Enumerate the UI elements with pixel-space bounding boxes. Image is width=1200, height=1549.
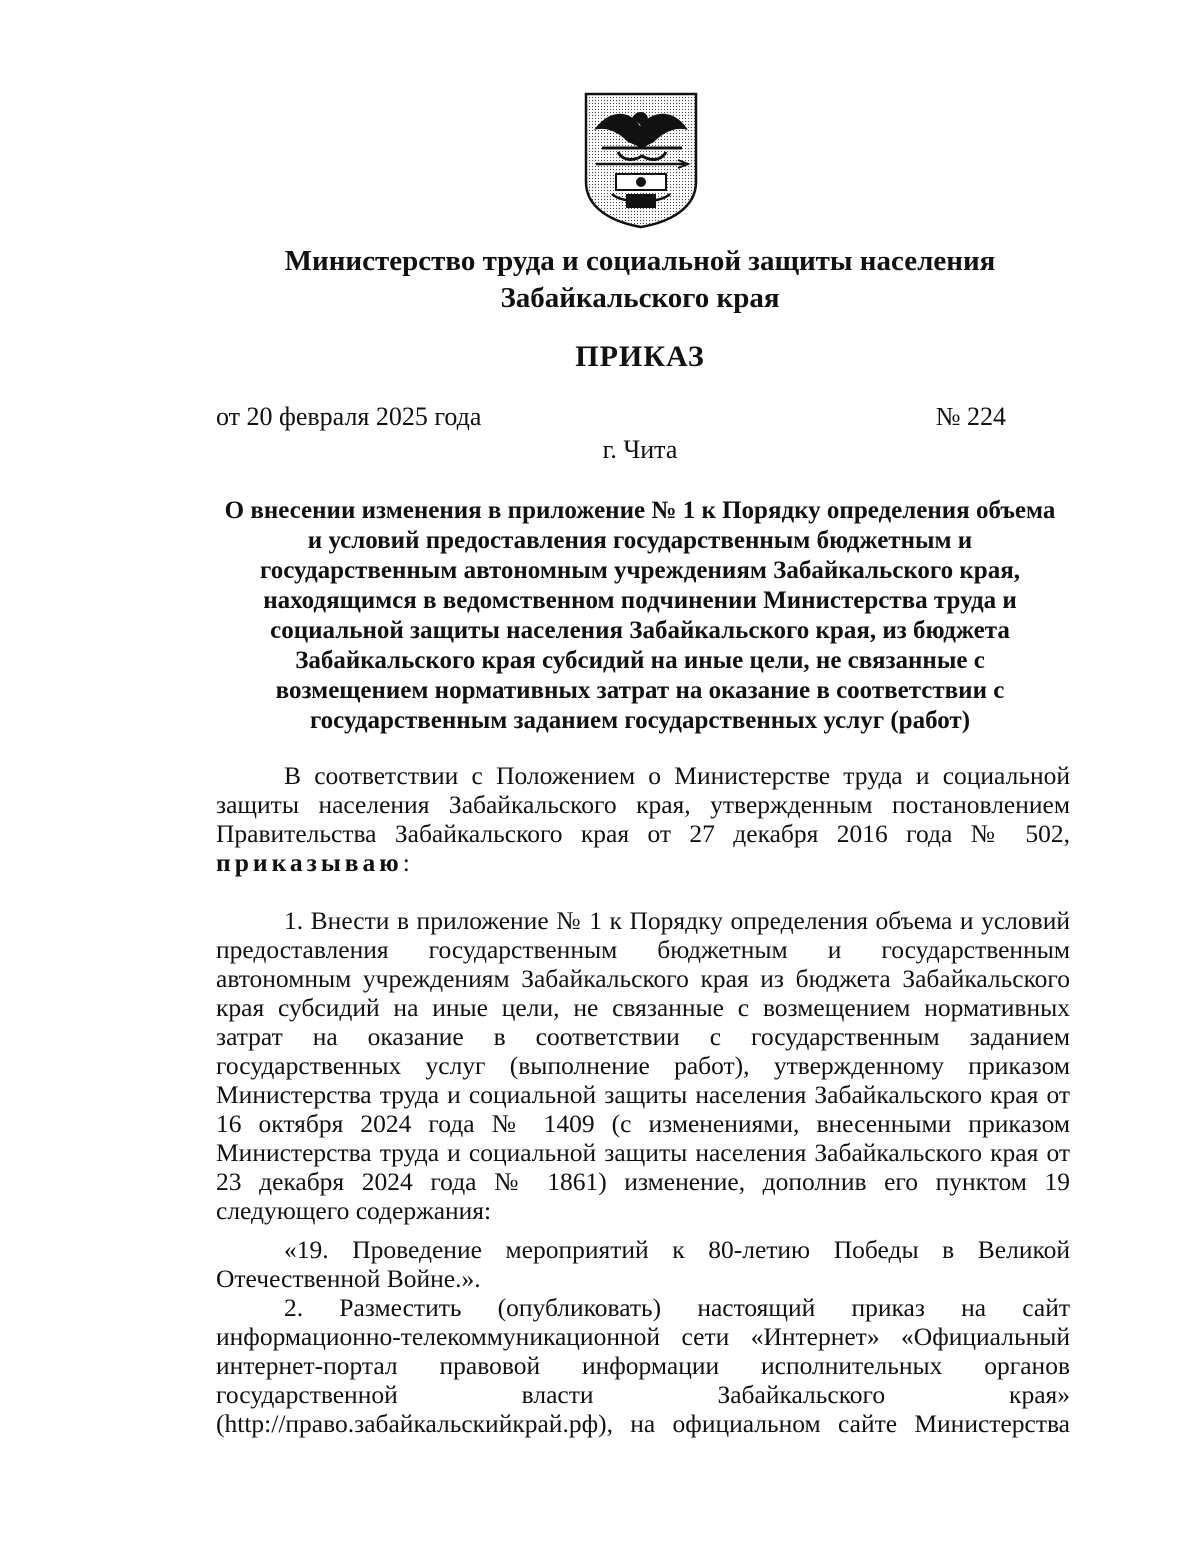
order-title-line: государственным заданием государственных услуг (работ) <box>309 707 971 734</box>
item-1-line: 1. Внести в приложение № 1 к Порядку определения объема и условий <box>284 906 1070 935</box>
order-title-line: находящимся в ведомственном подчинении Министерства труда и <box>263 587 1017 614</box>
order-verb-colon: : <box>402 848 410 877</box>
order-number: № 224 <box>935 402 1006 431</box>
item-1-line: предоставления государственным бюджетным и государственным <box>216 935 1070 964</box>
order-title-line: возмещением нормативных затрат на оказание в соответствии с <box>275 677 1005 704</box>
order-title-line: Забайкальского края субсидий на иные цели, не связанные с <box>295 647 985 674</box>
ministry-name-line-2: Забайкальского края <box>500 282 780 314</box>
order-title-line: государственным автономным учреждениям Забайкальского края, <box>260 557 1020 584</box>
item-1-line: автономным учреждениям Забайкальского края из бюджета Забайкальского <box>216 964 1070 993</box>
item-1-line: государственных услуг (выполнение работ), утвержденному приказом <box>216 1051 1070 1080</box>
item-2-line: 2. Разместить (опубликовать) настоящий приказ на сайт <box>284 1293 1070 1322</box>
item-2-line: информационно-телекоммуникационной сети «Интернет» «Официальный <box>216 1322 1070 1351</box>
order-verb: приказываю <box>216 848 403 877</box>
item-1-line: следующего содержания: <box>216 1196 492 1225</box>
item-1-line: Министерства труда и социальной защиты населения Забайкальского края от <box>216 1138 1070 1167</box>
item-19-quote-line: Отечественной Войне.». <box>216 1264 481 1293</box>
order-date: от 20 февраля 2025 года <box>216 402 482 431</box>
coat-of-arms-emblem <box>582 90 700 230</box>
order-title-line: О внесении изменения в приложение № 1 к Порядку определения объема <box>224 497 1056 524</box>
item-1-line: 16 октября 2024 года № 1409 (с изменениями, внесенными приказом <box>216 1109 1070 1138</box>
order-verb-line <box>216 848 1070 877</box>
preamble-line: В соответствии с Положением о Министерстве труда и социальной <box>284 761 1070 790</box>
item-2-line: интернет-портал правовой информации исполнительных органов <box>216 1351 1070 1380</box>
item-1-line: края субсидий на иные цели, не связанные с возмещением нормативных <box>216 993 1070 1022</box>
item-2-line: (http://право.забайкальскийкрай.рф), на официальном сайте Министерства <box>216 1409 1070 1438</box>
order-title-line: и условий предоставления государственным бюджетным и <box>307 527 973 554</box>
item-19-quote-line: «19. Проведение мероприятий к 80-летию Победы в Великой <box>284 1235 1070 1264</box>
preamble-line: защиты населения Забайкальского края, утвержденным постановлением <box>216 790 1070 819</box>
item-1-line: 23 декабря 2024 года № 1861) изменение, дополнив его пунктом 19 <box>216 1167 1070 1196</box>
preamble-line: Правительства Забайкальского края от 27 декабря 2016 года № 502, <box>216 819 1070 848</box>
order-title-line: социальной защиты населения Забайкальского края, из бюджета <box>270 617 1010 644</box>
document-type: ПРИКАЗ <box>575 340 705 373</box>
order-city: г. Чита <box>602 435 678 464</box>
item-1-line: затрат на оказание в соответствии с государственным заданием <box>216 1022 1070 1051</box>
ministry-name-line-1: Министерство труда и социальной защиты населения <box>284 245 996 277</box>
item-1-line: Министерства труда и социальной защиты населения Забайкальского края от <box>216 1080 1070 1109</box>
item-2-line: государственной власти Забайкальского края» <box>216 1380 1070 1409</box>
